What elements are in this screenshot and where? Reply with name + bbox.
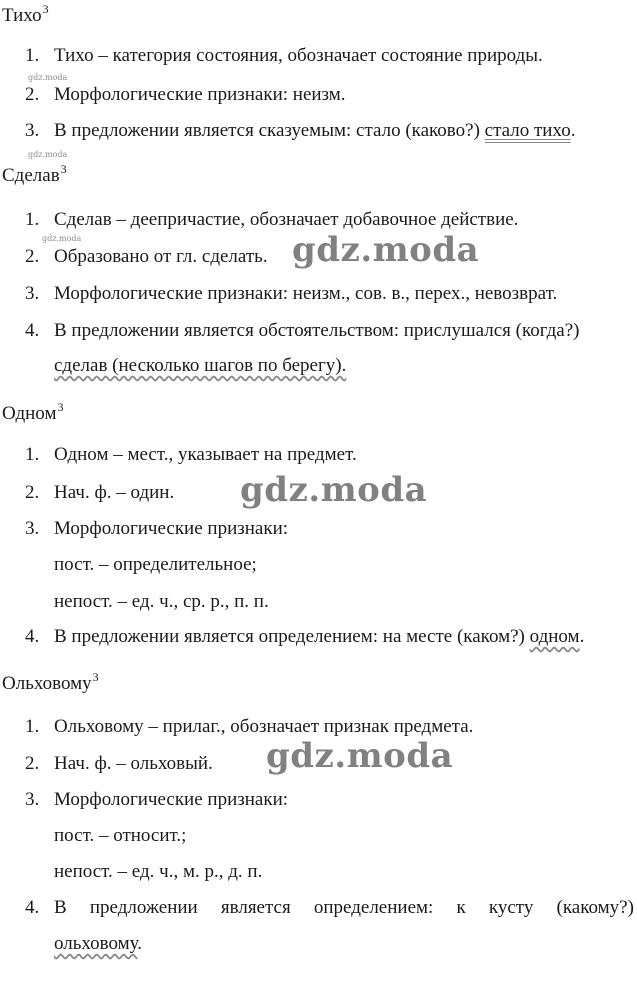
list-number: 1.	[25, 209, 40, 230]
list-number: 4.	[25, 897, 40, 918]
list-item: Сделав – деепричастие, обозначает добавочное действие.	[54, 209, 519, 230]
list-number: 1.	[25, 716, 40, 737]
watermark-small: gdz.moda	[42, 234, 82, 243]
word: кусту	[488, 897, 534, 918]
heading-superscript: 3	[42, 2, 49, 16]
list-item: Тихо – категория состояния, обозначает состояние природы.	[54, 45, 543, 66]
list-item: Ольховому – прилаг., обозначает признак предмета.	[54, 716, 474, 737]
list-item: Морфологические признаки: неизм., сов. в., перех., невозврат.	[54, 283, 558, 304]
underlined-attribute: одном	[529, 626, 580, 647]
word: является	[220, 897, 291, 918]
list-number: 3.	[25, 518, 40, 539]
list-item: Нач. ф. – один.	[54, 482, 175, 503]
list-item: Образовано от гл. сделать.	[54, 246, 268, 267]
list-item: Морфологические признаки: неизм.	[54, 84, 346, 105]
heading-superscript: 3	[92, 670, 99, 684]
list-number: 4.	[25, 626, 40, 647]
list-number: 3.	[25, 283, 40, 304]
list-subline: непост. – ед. ч., м. р., д. п.	[54, 861, 263, 882]
list-number: 2.	[25, 482, 40, 503]
list-item: В предложении является определением: на месте (каком?) одном.	[54, 626, 585, 647]
word: к	[456, 897, 466, 918]
list-item: В предложении является обстоятельством: прислушался (когда?)	[54, 320, 580, 341]
list-subline: непост. – ед. ч., ср. р., п. п.	[54, 591, 269, 612]
underlined-predicate: стало тихо	[484, 120, 571, 141]
word: (какому?)	[556, 897, 634, 918]
list-item: В предложении является сказуемым: стало (каково?) стало тихо.	[54, 120, 576, 141]
list-item-justified	[54, 897, 634, 919]
list-number: 3.	[25, 120, 40, 141]
list-number: 3.	[25, 789, 40, 810]
list-item-continuation	[54, 355, 346, 377]
heading-superscript: 3	[60, 162, 67, 176]
watermark-large: gdz.moda	[292, 230, 480, 270]
list-subline: пост. – определительное;	[54, 554, 257, 575]
watermark-small: gdz.moda	[28, 73, 68, 82]
list-item: Одном – мест., указывает на предмет.	[54, 444, 357, 465]
list-item-continuation: ольховому.	[54, 933, 143, 954]
word: В	[54, 897, 67, 918]
list-item: Морфологические признаки:	[54, 789, 289, 810]
word: предложении	[89, 897, 198, 918]
list-item: Морфологические признаки:	[54, 518, 289, 539]
list-number: 2.	[25, 753, 40, 774]
watermark-large: gdz.moda	[266, 736, 454, 776]
list-number: 2.	[25, 246, 40, 267]
heading-sdelav: Сделав$^3$	[2, 162, 67, 186]
list-number: 1.	[25, 444, 40, 465]
list-item: Нач. ф. – ольховый.	[54, 753, 213, 774]
underlined-adverbial: сделав (несколько шагов по берегу).	[54, 355, 347, 376]
heading-odnom: Одном$^3$	[2, 400, 64, 424]
heading-olhovomu: Ольховому$^3$	[2, 670, 99, 694]
list-subline: пост. – относит.;	[54, 825, 187, 846]
underlined-attribute: ольховому	[54, 933, 138, 954]
heading-tiho: Тихо$^3$	[2, 2, 49, 26]
heading-superscript: 3	[57, 400, 64, 414]
list-number: 1.	[25, 45, 40, 66]
watermark-large: gdz.moda	[240, 470, 428, 510]
watermark-small: gdz.moda	[28, 150, 68, 159]
word: определением:	[313, 897, 434, 918]
list-number: 4.	[25, 320, 40, 341]
list-number: 2.	[25, 84, 40, 105]
